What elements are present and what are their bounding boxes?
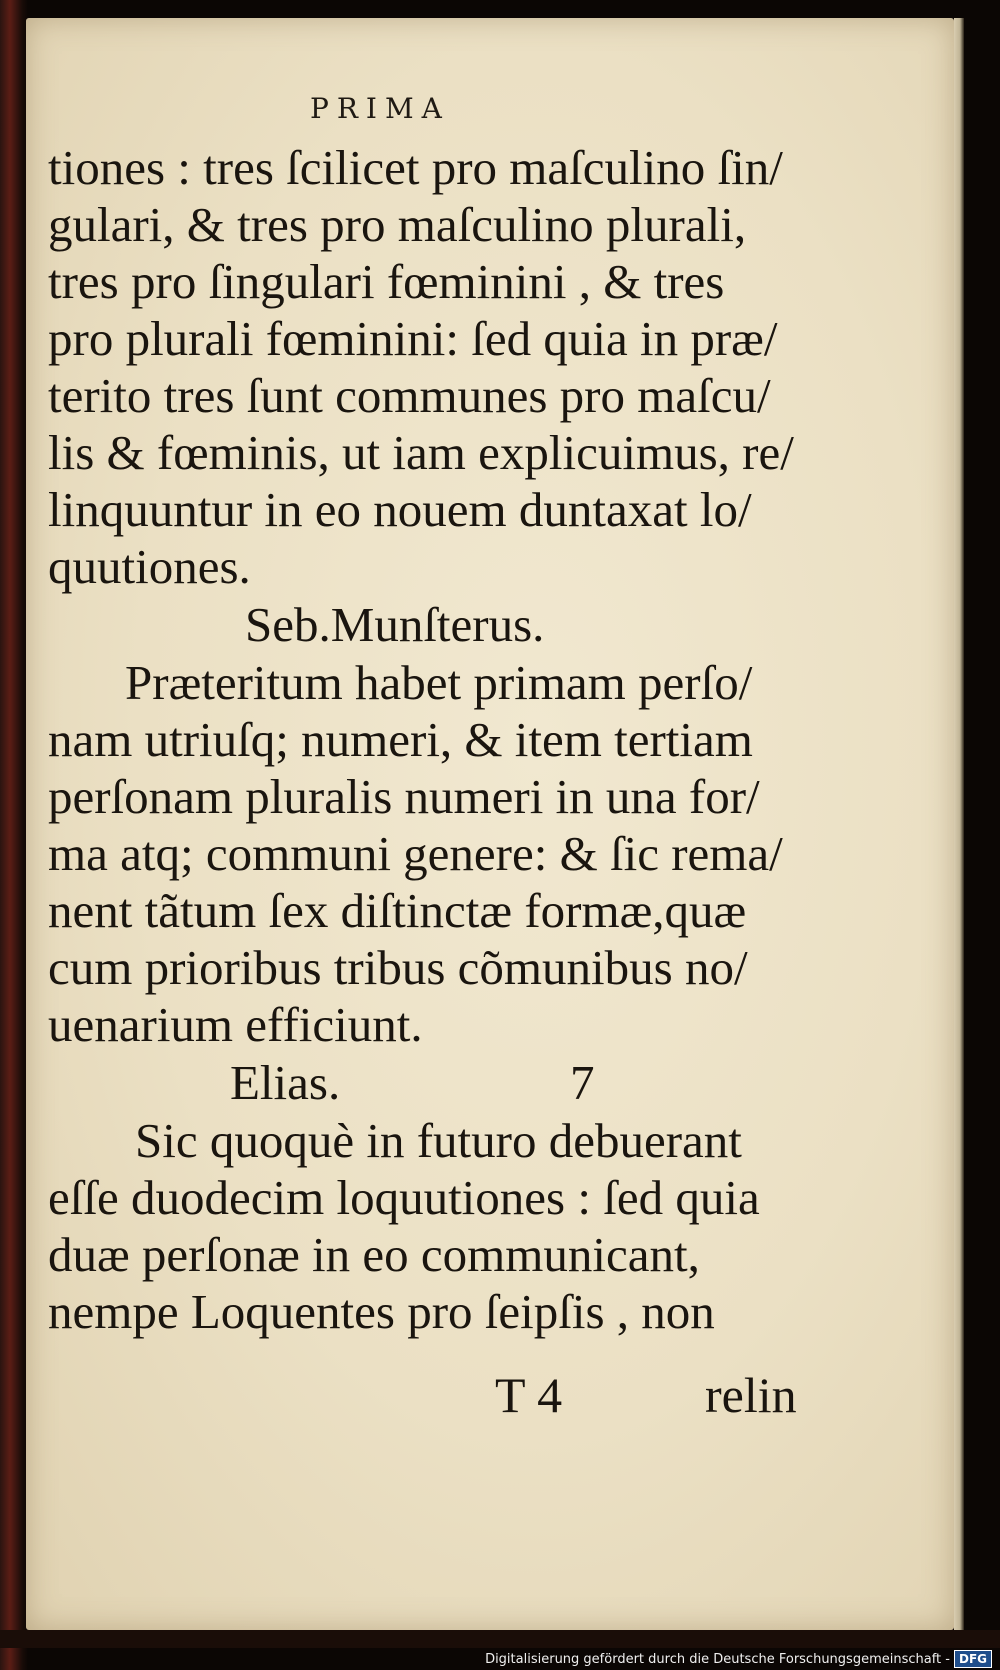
text-line-11: nam utriuſq; numeri, & item tertiam	[48, 712, 753, 767]
text-line-20: duæ perſonæ in eo communicant,	[48, 1227, 700, 1282]
text-line-1: tiones : tres ſcilicet pro maſculino ſin/	[48, 140, 783, 195]
text-line-16: uenarium efficiunt.	[48, 997, 423, 1052]
credit-text: Digitalisierung gefördert durch die Deutsche Forschungsgemeinschaft -	[485, 1651, 950, 1667]
text-line-5: terito tres ſunt communes pro maſcu/	[48, 368, 771, 423]
text-line-21: nempe Loquentes pro ſeipſis , non	[48, 1284, 715, 1339]
text-line-12: perſonam pluralis numeri in una for/	[48, 769, 760, 824]
text-line-14: nent tãtum ſex diſtinctæ formæ,quæ	[48, 883, 747, 938]
speaker-heading-munsterus: Seb.Munſterus.	[245, 597, 545, 652]
text-line-2: gulari, & tres pro maſculino plurali,	[48, 197, 747, 252]
text-line-3: tres pro ſingulari fœminini , & tres	[48, 254, 725, 309]
text-line-7: linquuntur in eo nouem duntaxat lo/	[48, 482, 752, 537]
text-line-15: cum prioribus tribus cõmunibus no/	[48, 940, 748, 995]
page-edge	[954, 18, 964, 1630]
speaker-heading-elias: Elias.	[230, 1055, 341, 1110]
section-number: 7	[570, 1055, 595, 1110]
text-line-19: eſſe duodecim loquutiones : ſed quia	[48, 1170, 760, 1225]
text-line-8: quutiones.	[48, 539, 251, 594]
text-line-10: Præteritum habet primam perſo/	[125, 655, 753, 710]
dfg-logo-badge: DFG	[954, 1650, 992, 1668]
text-line-4: pro plurali fœminini: ſed quia in præ/	[48, 311, 778, 366]
digitization-credit	[485, 1650, 992, 1668]
text-line-13: ma atq; communi genere: & ſic rema/	[48, 826, 783, 881]
running-header: PRIMA	[310, 92, 450, 125]
scan-bottom-band	[0, 1630, 1000, 1648]
text-line-6: lis & fœminis, ut iam explicuimus, re/	[48, 425, 794, 480]
signature-mark: T 4	[495, 1367, 563, 1423]
text-line-18: Sic quoquè in futuro debuerant	[135, 1113, 742, 1168]
catchword: relin	[705, 1367, 797, 1423]
